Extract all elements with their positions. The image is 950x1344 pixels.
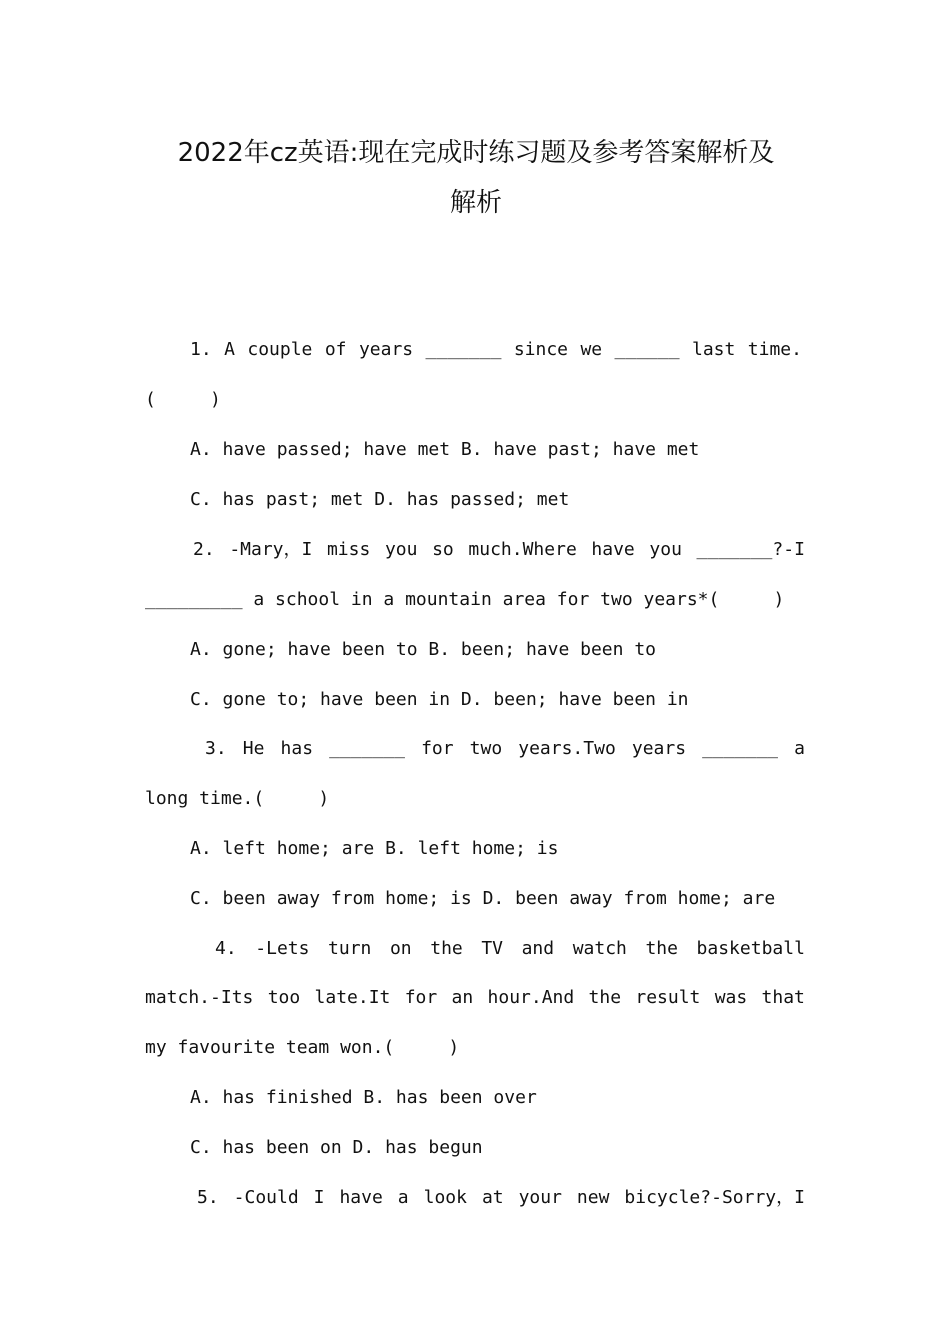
- word: 3.: [205, 738, 227, 759]
- word: 1.: [190, 339, 212, 360]
- question-4-stem-line-2: [145, 985, 805, 1011]
- word: two: [469, 738, 503, 759]
- word: ______: [614, 339, 680, 360]
- question-3-options-ab: A. left home; are B. left home; is: [190, 838, 559, 859]
- word: at: [481, 1187, 504, 1208]
- word: miss: [326, 539, 371, 560]
- question-4-stem-line-3: my favourite team won.( ): [145, 1037, 460, 1058]
- document-title: [145, 128, 807, 228]
- word: _______: [702, 738, 778, 759]
- question-3-options-cd: C. been away from home; is D. been away from home; are: [190, 888, 776, 909]
- question-1-options-cd: C. has past; met D. has passed; met: [190, 489, 570, 510]
- word: we: [580, 339, 603, 360]
- question-4-options-cd: C. has been on D. has begun: [190, 1137, 483, 1158]
- word: basketball: [696, 938, 805, 959]
- word: last: [692, 339, 736, 360]
- question-4-options-ab: A. has finished B. has been over: [190, 1087, 537, 1108]
- question-2-stem-line-2: _________ a school in a mountain area for two years*( ): [145, 589, 785, 610]
- word: that: [761, 987, 805, 1008]
- word: 5.: [197, 1187, 219, 1208]
- word: hour.And: [487, 987, 575, 1008]
- word: and: [521, 938, 555, 959]
- word: for: [421, 738, 454, 759]
- word: an: [451, 987, 474, 1008]
- word: for: [404, 987, 438, 1008]
- word: you: [649, 539, 682, 560]
- word: the: [645, 938, 678, 959]
- word: has: [280, 738, 314, 759]
- word: A: [224, 339, 235, 360]
- word: watch: [572, 938, 627, 959]
- word: 2.: [193, 539, 215, 560]
- word: much.Where: [468, 539, 577, 560]
- word: a: [794, 738, 805, 759]
- word: too: [267, 987, 301, 1008]
- word: the: [588, 987, 622, 1008]
- word: since: [513, 339, 569, 360]
- question-2-options-ab: A. gone; have been to B. been; have been to: [190, 639, 656, 660]
- word: years.Two: [518, 738, 616, 759]
- title-line-1: 2022年cz英语:现在完成时练习题及参考答案解析及: [177, 138, 775, 168]
- word: -Mary，I: [229, 539, 313, 560]
- word: late.It: [314, 987, 391, 1008]
- word: couple: [247, 339, 313, 360]
- word: years: [358, 339, 414, 360]
- question-3-stem-line-2: long time.( ): [145, 788, 330, 809]
- word: I: [313, 1187, 325, 1208]
- word: match.-Its: [145, 987, 254, 1008]
- question-3-stem-line-1: [205, 736, 805, 762]
- word: 4.: [215, 938, 237, 959]
- word: was: [714, 987, 748, 1008]
- word: TV: [481, 938, 504, 959]
- word: your: [518, 1187, 562, 1208]
- question-1-stem-line-2: ( ): [145, 389, 221, 410]
- word: have: [591, 539, 635, 560]
- word: _______?-I: [696, 539, 805, 560]
- word: look: [423, 1187, 467, 1208]
- word: -Lets: [255, 938, 310, 959]
- word: a: [397, 1187, 409, 1208]
- word: years: [631, 738, 687, 759]
- word: _______: [425, 339, 502, 360]
- word: you: [384, 539, 418, 560]
- question-1-stem-line-1: [190, 337, 802, 363]
- question-4-stem-line-1: [215, 936, 805, 962]
- word: have: [339, 1187, 383, 1208]
- word: bicycle?-Sorry，I: [624, 1187, 805, 1208]
- title-line-2: 解析: [449, 188, 502, 218]
- word: of: [324, 339, 347, 360]
- word: _______: [329, 738, 405, 759]
- word: He: [242, 738, 265, 759]
- question-2-options-cd: C. gone to; have been in D. been; have been in: [190, 689, 689, 710]
- word: so: [432, 539, 454, 560]
- word: the: [430, 938, 463, 959]
- word: on: [389, 938, 412, 959]
- word: turn: [328, 938, 372, 959]
- word: new: [576, 1187, 610, 1208]
- question-5-stem-line-1: [197, 1185, 805, 1211]
- word: -Could: [233, 1187, 299, 1208]
- question-1-options-ab: A. have passed; have met B. have past; have met: [190, 439, 700, 460]
- question-2-stem-line-1: [193, 537, 805, 563]
- word: time.: [747, 339, 802, 360]
- word: result: [635, 987, 701, 1008]
